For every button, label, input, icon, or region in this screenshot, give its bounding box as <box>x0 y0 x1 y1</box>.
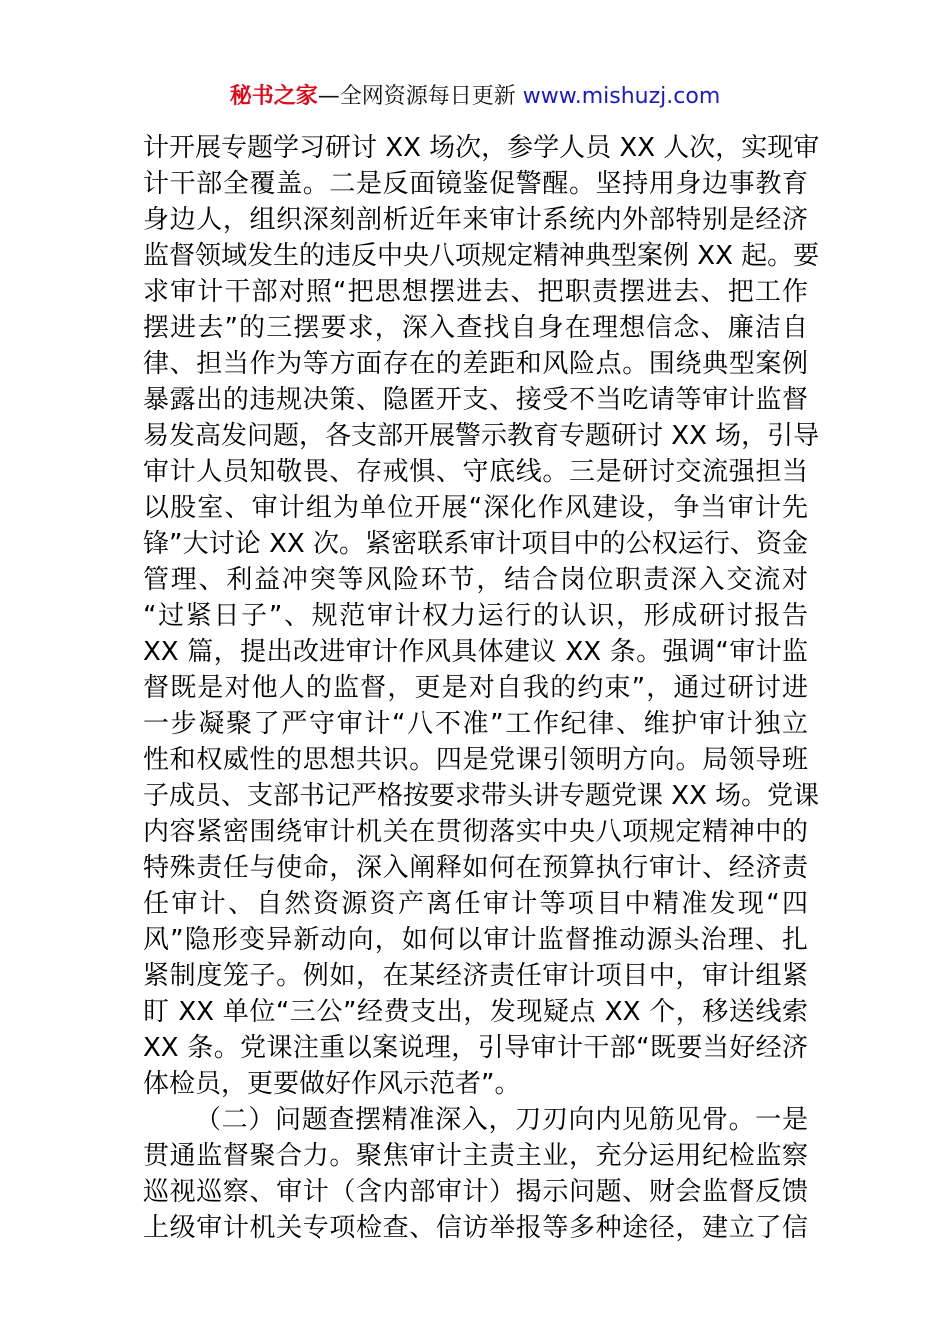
body-line: 锋”大讨论 XX 次。紧密联系审计项目中的公权运行、资金 <box>143 529 808 559</box>
body-line: 管理、利益冲突等风险环节，结合岗位职责深入交流对 <box>143 565 808 595</box>
body-line: 性和权威性的思想共识。四是党课引领明方向。局领导班 <box>143 745 808 775</box>
body-line: 易发高发问题，各支部开展警示教育专题研讨 XX 场，引导 <box>143 421 820 451</box>
site-url[interactable]: www.mishuzj.com <box>522 84 721 109</box>
body-line: “过紧日子”、规范审计权力运行的认识，形成研讨报告 <box>143 601 808 631</box>
paragraph-end-line: 体检员，更要做好作风示范者”。 <box>143 1069 521 1099</box>
body-line: 特殊责任与使命，深入阐释如何在预算执行审计、经济责 <box>143 853 808 883</box>
body-line: 上级审计机关专项检查、信访举报等多种途径，建立了信 <box>143 1213 808 1243</box>
body-line: XX 篇，提出改进审计作风具体建议 XX 条。强调“审计监 <box>143 637 808 667</box>
body-line: 风”隐形变异新动向，如何以审计监督推动源头治理、扎 <box>143 925 808 955</box>
document-body <box>143 130 820 1246</box>
body-line: 督既是对他人的监督，更是对自我的约束”，通过研讨进 <box>143 673 808 703</box>
body-line: 子成员、支部书记严格按要求带头讲专题党课 XX 场。党课 <box>143 781 820 811</box>
body-line: XX 条。党课注重以案说理，引导审计干部“既要当好经济 <box>143 1033 808 1063</box>
body-line: 计开展专题学习研讨 XX 场次，参学人员 XX 人次，实现审 <box>143 133 820 163</box>
body-line: 一步凝聚了严守审计“八不准”工作纪律、维护审计独立 <box>143 709 808 739</box>
body-line: 巡视巡察、审计（含内部审计）揭示问题、财会监督反馈 <box>143 1177 808 1207</box>
body-line: 律、担当作为等方面存在的差距和风险点。围绕典型案例 <box>143 349 808 379</box>
body-line: 盯 XX 单位“三公”经费支出，发现疑点 XX 个，移送线索 <box>143 997 808 1027</box>
body-line: 监督领域发生的违反中央八项规定精神典型案例 XX 起。要 <box>143 241 820 271</box>
body-line: 暴露出的违规决策、隐匿开支、接受不当吃请等审计监督 <box>143 385 808 415</box>
body-line: 求审计干部对照“把思想摆进去、把职责摆进去、把工作 <box>143 277 808 307</box>
header-slogan: —全网资源每日更新 <box>317 84 516 109</box>
site-header <box>0 80 950 114</box>
body-line: 贯通监督聚合力。聚焦审计主责主业，充分运用纪检监察 <box>143 1141 808 1171</box>
body-line: 身边人，组织深刻剖析近年来审计系统内外部特别是经济 <box>143 205 808 235</box>
body-line: 计干部全覆盖。二是反面镜鉴促警醒。坚持用身边事教育 <box>143 169 808 199</box>
body-line: 摆进去”的三摆要求，深入查找自身在理想信念、廉洁自 <box>143 313 808 343</box>
body-line: 紧制度笼子。例如，在某经济责任审计项目中，审计组紧 <box>143 961 808 991</box>
body-line: 以股室、审计组为单位开展“深化作风建设，争当审计先 <box>143 493 808 523</box>
body-line: 任审计、自然资源资产离任审计等项目中精准发现“四 <box>143 889 808 919</box>
section-heading-line: （二）问题查摆精准深入，刀刃向内见筋见骨。一是 <box>195 1105 808 1135</box>
body-line: 审计人员知敬畏、存戒惧、守底线。三是研讨交流强担当 <box>143 457 808 487</box>
brand-name: 秘书之家 <box>229 84 318 109</box>
body-line: 内容紧密围绕审计机关在贯彻落实中央八项规定精神中的 <box>143 817 808 847</box>
